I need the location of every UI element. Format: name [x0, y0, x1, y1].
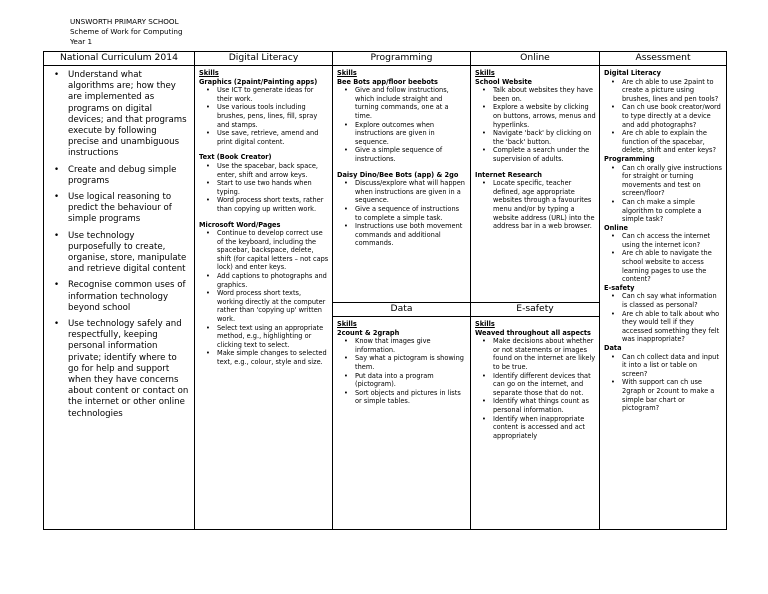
list-item: • Explore a website by clicking on buttons, arrows, menus and hyperlinks.: [475, 103, 596, 129]
list-item: • Can ch access the internet using the internet icon?: [604, 232, 723, 249]
list-item: • Create and debug simple programs: [48, 165, 190, 187]
list-item: • Understand what algorithms are; how they are implemented as programs on digital devices; and that programs execute by following precise and unambiguous instructions: [48, 70, 190, 160]
list-item: • Word process short texts, working directly at the computer rather than 'copying up' written work.: [199, 289, 329, 323]
list-item: • Recognise common uses of information technology beyond school: [48, 280, 190, 314]
list-item: • Are ch able to talk about who they would tell if they accessed something they felt was inappropriate?: [604, 310, 723, 344]
list-item: • Give and follow instructions, which include straight and turning commands, one at a time.: [337, 86, 467, 120]
list-item: • Can ch collect data and input it into a list or table on screen?: [604, 353, 723, 379]
list-item: • Identify when inappropriate content is accessed and act appropriately: [475, 415, 596, 441]
section-title: Data: [604, 344, 622, 352]
list-item: • Give a sequence of instructions to complete a simple task.: [337, 205, 467, 222]
section-title: Bee Bots app/floor beebots: [337, 77, 438, 86]
list-item: • Say what a pictogram is showing them.: [337, 354, 467, 371]
list-item: • Use logical reasoning to predict the behaviour of simple programs: [48, 192, 190, 226]
literacy-cell: [194, 65, 332, 530]
list-item: • Add captions to photographs and graphics.: [199, 272, 329, 289]
list-item: • Give a simple sequence of instructions.: [337, 146, 467, 163]
curriculum-list: [48, 70, 190, 420]
section-title: Text (Book Creator): [199, 153, 272, 162]
section-title: Weaved throughout all aspects: [475, 328, 591, 337]
list-item: • Know that images give information.: [337, 337, 467, 354]
list-item: • With support can ch use 2graph or 2count to make a simple bar chart or pictogram?: [604, 378, 723, 412]
skills-label: Skills: [199, 69, 219, 77]
section-title: Digital Literacy: [604, 69, 661, 77]
scheme-title: Scheme of Work for Computing: [70, 27, 183, 36]
list-item: • Explore outcomes when instructions are given in sequence.: [337, 121, 467, 147]
skills-label: Skills: [475, 320, 495, 328]
skills-label: Skills: [475, 69, 495, 77]
list-item: • Use ICT to generate ideas for their work.: [199, 86, 329, 103]
list-item: • Put data into a program (pictogram).: [337, 372, 467, 389]
online-cell: [470, 65, 599, 302]
section-title: E-safety: [604, 283, 635, 292]
list-item: • Can ch make a simple algorithm to complete a simple task?: [604, 198, 723, 224]
section-title: 2count & 2graph: [337, 328, 400, 337]
skills-label: Skills: [337, 320, 357, 328]
list-item: • Use technology safely and respectfully, keeping personal information private; identify where to go for help and support when they have concerns about content or contact on the internet or other online technologies: [48, 319, 190, 420]
skills-label: Skills: [337, 69, 357, 77]
list-item: • Continue to develop correct use of the keyboard, including the spacebar, backspace, delete, shift (for capital letters – not caps lock) and enter keys.: [199, 229, 329, 272]
section-title: Microsoft Word/Pages: [199, 220, 281, 229]
list-item: • Can ch say what information is classed as personal?: [604, 292, 723, 309]
col-header-literacy: Digital Literacy: [194, 51, 332, 65]
list-item: • Are ch able to explain the function of the spacebar, delete, shift and enter keys?: [604, 129, 723, 155]
section-title: School Website: [475, 77, 533, 86]
list-item: • Navigate 'back' by clicking on the 'back' button.: [475, 129, 596, 146]
esafety-cell: [470, 316, 599, 530]
data-cell: [332, 316, 470, 530]
col-header-curriculum: National Curriculum 2014: [43, 51, 194, 65]
list-item: • Instructions use both movement commands and additional commands.: [337, 222, 467, 248]
col-header-assessment: Assessment: [599, 51, 727, 65]
col-header-esafety: E-safety: [470, 302, 599, 316]
school-name: UNSWORTH PRIMARY SCHOOL: [70, 17, 179, 26]
list-item: • Are ch able to navigate the school website to access learning pages to use the content?: [604, 249, 723, 283]
list-item: • Talk about websites they have been on.: [475, 86, 596, 103]
list-item: • Use save, retrieve, amend and print digital content.: [199, 129, 329, 146]
list-item: • Use the spacebar, back space, enter, shift and arrow keys.: [199, 162, 329, 179]
col-header-data: Data: [332, 302, 470, 316]
section-title: Online: [604, 223, 628, 232]
list-item: • Are ch able to use 2paint to create a picture using brushes, lines and pen tools?: [604, 78, 723, 104]
section-title: Daisy Dino/Bee Bots (app) & 2go: [337, 170, 459, 179]
col-header-programming: Programming: [332, 51, 470, 65]
section-title: Graphics (2paint/Painting apps): [199, 77, 318, 86]
list-item: • Make simple changes to selected text, e.g., colour, style and size.: [199, 349, 329, 366]
list-item: • Can ch use book creator/word to type directly at a device and add photographs?: [604, 103, 723, 129]
list-item: • Sort objects and pictures in lists or simple tables.: [337, 389, 467, 406]
list-item: • Make decisions about whether or not statements or images found on the internet are likely to be true.: [475, 337, 596, 371]
list-item: • Select text using an appropriate method, e.g., highlighting or clicking text to select.: [199, 324, 329, 350]
list-item: • Use technology purposefully to create, organise, store, manipulate and retrieve digital content: [48, 231, 190, 276]
list-item: • Locate specific, teacher defined, age appropriate websites through a favourites menu and/or by typing a website address (URL) into the address bar in a web browser.: [475, 179, 596, 231]
list-item: • Discuss/explore what will happen when instructions are given in a sequence.: [337, 179, 467, 205]
list-item: • Complete a search under the supervision of adults.: [475, 146, 596, 163]
year-label: Year 1: [70, 37, 93, 46]
list-item: • Start to use two hands when typing.: [199, 179, 329, 196]
col-header-online: Online: [470, 51, 599, 65]
document-header: [70, 17, 183, 47]
section-title: Programming: [604, 154, 655, 163]
list-item: • Can ch orally give instructions for straight or turning movements and test on screen/floor?: [604, 164, 723, 198]
list-item: • Use various tools including brushes, pens, lines, fill, spray and stamps.: [199, 103, 329, 129]
list-item: • Word process short texts, rather than copying up written work.: [199, 196, 329, 213]
curriculum-cell: [43, 65, 194, 530]
assessment-cell: [599, 65, 727, 530]
programming-cell: [332, 65, 470, 302]
section-title: Internet Research: [475, 170, 542, 179]
list-item: • Identify different devices that can go on the internet, and separate those that do not.: [475, 372, 596, 398]
list-item: • Identify what things count as personal information.: [475, 397, 596, 414]
